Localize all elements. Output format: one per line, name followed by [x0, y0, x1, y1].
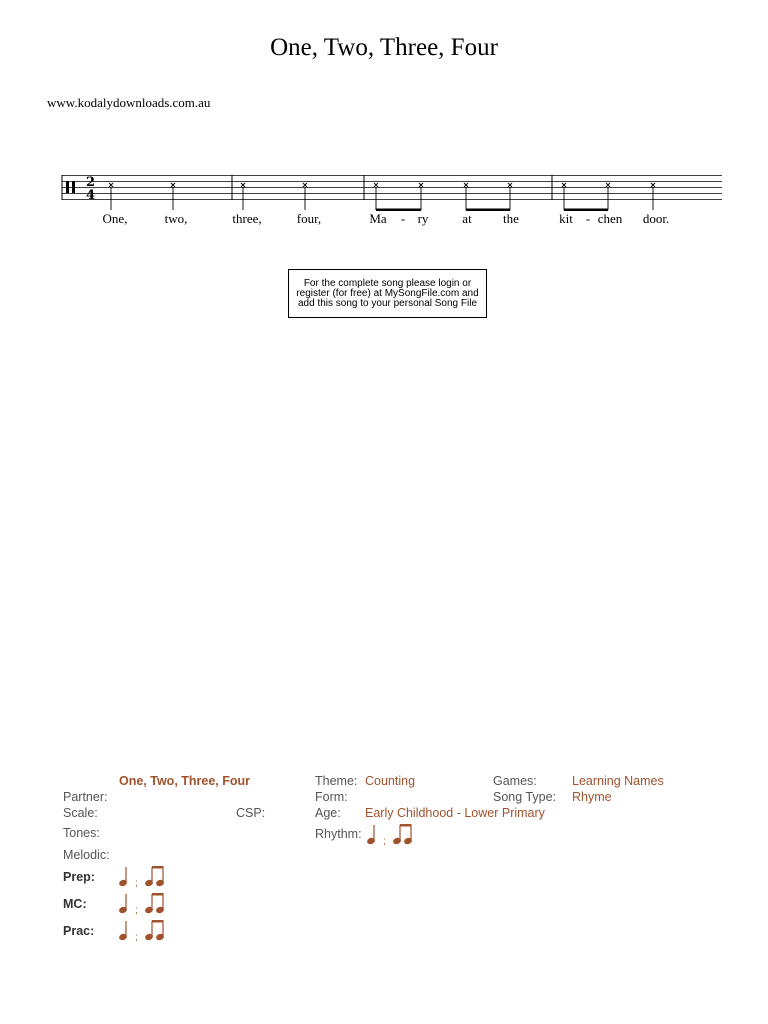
- lyric-syllable: two,: [164, 211, 188, 226]
- lyric-hyphen: -: [400, 211, 406, 226]
- mc-label: MC:: [63, 897, 87, 911]
- csp-label: CSP:: [236, 806, 266, 820]
- lyric-syllable: four,: [296, 211, 322, 226]
- lyric-hyphen: -: [585, 211, 591, 226]
- lyric-syllable: chen: [597, 211, 623, 226]
- notice-line: For the complete song please login or: [303, 278, 472, 289]
- note-10: [606, 183, 610, 210]
- note-6: [419, 183, 423, 210]
- partner-label: Partner:: [63, 790, 108, 804]
- rhythm-staff: [0, 0, 768, 240]
- staff-lines: [62, 176, 722, 200]
- rhythm-label: Rhythm:: [315, 827, 362, 841]
- note-8: [508, 183, 512, 210]
- form-label: Form:: [315, 790, 348, 804]
- melodic-label: Melodic:: [63, 848, 110, 862]
- lyric-syllable: One,: [102, 211, 128, 226]
- rhythm-separator: ;: [135, 905, 138, 915]
- lyric-syllable: the: [503, 211, 519, 226]
- rhythm-notation-icon: [365, 822, 417, 846]
- notes: [109, 183, 655, 210]
- time-signature-top: 2: [86, 175, 96, 190]
- lyric-syllable: three,: [232, 211, 262, 226]
- song-title: One, Two, Three, Four: [270, 34, 498, 61]
- song-type-value: Rhyme: [572, 790, 612, 804]
- rhythm-separator: ;: [135, 932, 138, 942]
- note-7: [464, 183, 468, 210]
- games-label: Games:: [493, 774, 537, 788]
- time-signature-bottom: 4: [86, 188, 96, 203]
- percussion-clef-icon: [66, 181, 75, 193]
- tones-label: Tones:: [63, 826, 100, 840]
- lyric-syllable: Ma: [369, 211, 387, 226]
- scale-label: Scale:: [63, 806, 98, 820]
- prac-rhythm-icon: [117, 918, 169, 942]
- rhythm-separator: ;: [135, 878, 138, 888]
- note-4: [303, 183, 307, 210]
- lyric-syllable: at: [462, 211, 472, 226]
- theme-value: Counting: [365, 774, 416, 788]
- rhythm-separator: ;: [383, 836, 386, 846]
- info-song-name: One, Two, Three, Four: [119, 774, 251, 788]
- lyric-syllable: door.: [642, 211, 670, 226]
- lyric-syllable: kit: [559, 211, 573, 226]
- note-9: [562, 183, 566, 210]
- theme-label: Theme:: [315, 774, 358, 788]
- note-11: [651, 183, 655, 210]
- lyrics: [103, 211, 670, 226]
- source-url[interactable]: www.kodalydownloads.com.au: [47, 95, 211, 110]
- login-notice-box: [288, 269, 487, 318]
- lyric-syllable: ry: [417, 211, 429, 226]
- prep-rhythm-icon: [117, 864, 169, 888]
- prep-label: Prep:: [63, 870, 95, 884]
- notice-line: add this song to your personal Song File: [298, 298, 477, 309]
- games-value: Learning Names: [572, 774, 664, 788]
- beams: [376, 209, 608, 212]
- note-1: [109, 183, 113, 210]
- age-label: Age:: [315, 806, 341, 820]
- prac-label: Prac:: [63, 924, 95, 938]
- note-5: [374, 183, 378, 210]
- note-2: [171, 183, 175, 210]
- mc-rhythm-icon: [117, 891, 169, 915]
- song-type-label: Song Type:: [493, 790, 557, 804]
- note-3: [241, 183, 245, 210]
- age-value: Early Childhood - Lower Primary: [365, 806, 545, 820]
- notice-line: register (for free) at MySongFile.com and: [296, 288, 479, 299]
